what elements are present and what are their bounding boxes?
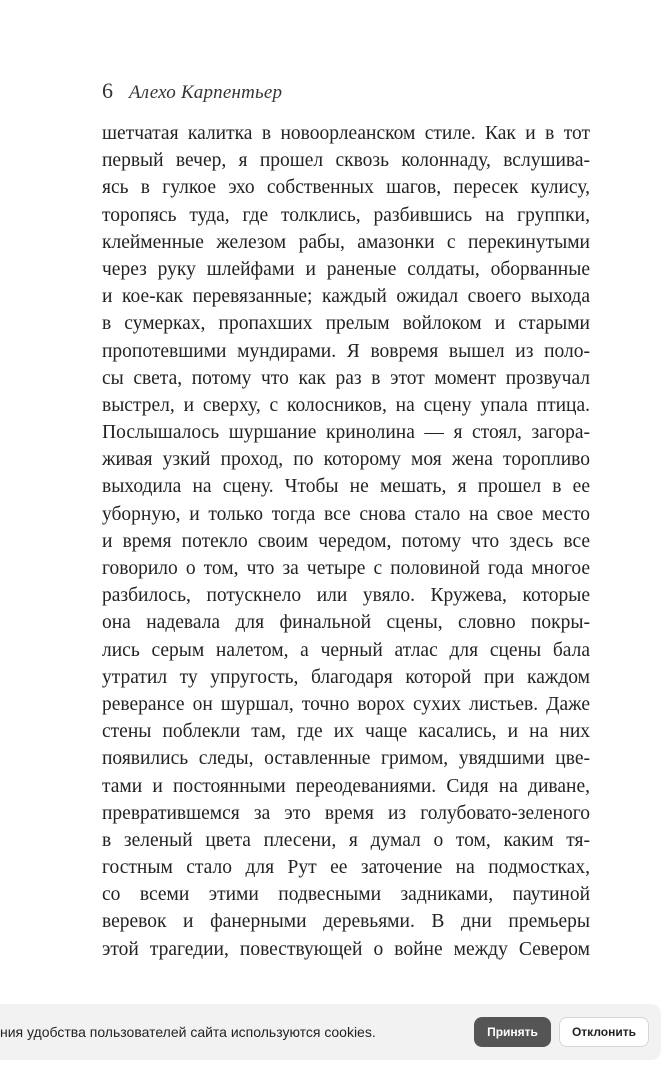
page-header: [102, 78, 282, 104]
accept-cookies-button[interactable]: Принять: [474, 1017, 551, 1047]
text-line: выходила на сцену. Чтобы не мешать, я прошел в ее: [102, 476, 590, 498]
text-line: сы света, потому что как раз в этот момент прозвучал: [102, 367, 590, 389]
text-line: в зеленый цвета плесени, я думал о том, каким тя-: [102, 829, 590, 851]
text-line: утратил ту упругость, благодаря которой при каждом: [102, 666, 590, 688]
page-number: 6: [102, 78, 113, 103]
text-line: выстрел, и сверху, с колосников, на сцену упала птица.: [102, 394, 590, 416]
text-line: этой трагедии, повествующей о войне между Севером: [102, 938, 590, 960]
text-line: веревок и фанерными деревьями. В дни премьеры: [102, 911, 590, 933]
text-line: говорило о том, что за четыре с половиной года многое: [102, 558, 590, 579]
text-line: пропотевшими мундирами. Я вовремя вышел из поло-: [102, 340, 590, 362]
text-line: и кое-как перевязанные; каждый ожидал своего выхода: [102, 286, 590, 308]
text-line: через руку шлейфами и раненые солдаты, оборванные: [102, 258, 590, 280]
running-title: Алехо Карпентьер: [129, 82, 283, 103]
text-line: в сумерках, пропахших прелым войлоком и старыми: [102, 313, 590, 335]
text-line: появились следы, оставленные гримом, увядшими цве-: [102, 748, 590, 770]
text-line: она надевала для финальной сцены, словно покры-: [102, 612, 590, 634]
text-line: уборную, и только тогда все снова стало на свое место: [102, 503, 590, 525]
text-line: стены поблекли там, где их чаще касались, и на них: [102, 721, 590, 743]
text-line: лись серым налетом, а черный атлас для сцены бала: [102, 639, 590, 661]
text-line: гостным стало для Рут ее заточение на подмостках,: [102, 857, 590, 879]
cookie-banner-text: ния удобства пользователей сайта используются cookies.: [0, 1024, 376, 1040]
text-line: тами и постоянными переодеваниями. Сидя на диване,: [102, 775, 590, 797]
text-line: шетчатая калитка в новоорлеанском стиле. Как и в тот: [102, 123, 590, 144]
text-line: живая узкий проход, по которому моя жена торопливо: [102, 449, 590, 471]
decline-cookies-button[interactable]: Отклонить: [559, 1017, 649, 1047]
text-line: превратившемся за это время из голубовато-зеленого: [102, 802, 590, 824]
book-text: [102, 120, 590, 963]
text-line: реверансе он шуршал, точно ворох сухих листьев. Даже: [102, 693, 590, 715]
text-line: Послышалось шуршание кринолина — я стоял, загора-: [102, 422, 590, 444]
text-line: разбилось, потускнело или увяло. Кружева, которые: [102, 585, 590, 607]
text-line: ясь в гулкое эхо собственных шагов, пересек кулису,: [102, 177, 590, 199]
text-line: и время потекло своим чередом, потому что здесь все: [102, 530, 590, 552]
text-line: первый вечер, я прошел сквозь колоннаду, вслушива-: [102, 150, 590, 172]
cookie-banner: [0, 1004, 661, 1060]
text-line: со всеми этими подвесными задниками, паутиной: [102, 884, 590, 906]
text-line: клейменные железом рабы, амазонки с перекинутыми: [102, 231, 590, 253]
text-line: торопясь туда, где толклись, разбившись на группки,: [102, 204, 590, 226]
